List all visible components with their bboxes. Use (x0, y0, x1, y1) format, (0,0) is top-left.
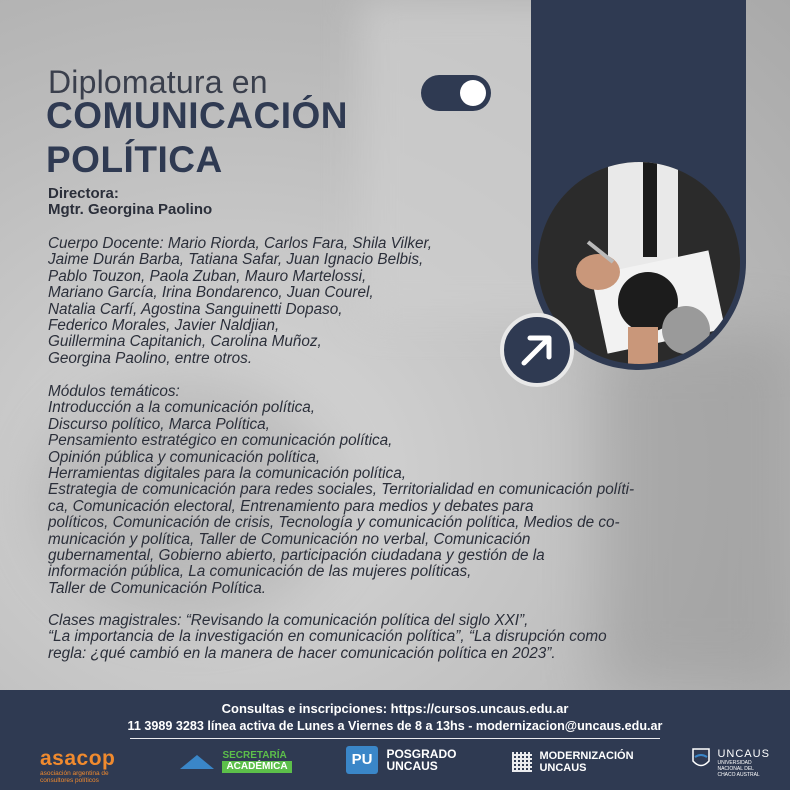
posgrado-uncaus-logo (346, 746, 456, 774)
arrow-button[interactable] (500, 313, 574, 387)
classes-line: “La importancia de la investigación en comunicación política”, “La disrupción como (48, 628, 607, 646)
faculty-line: Mariano García, Irina Bondarenco, Juan Courel, (48, 284, 374, 302)
faculty-line: Georgina Paolino, entre otros. (48, 349, 253, 367)
faculty-line: Guillermina Capitanich, Carolina Muñoz, (48, 333, 322, 351)
classes-line: Clases magistrales: “Revisando la comunicación política del siglo XXI”, (48, 612, 529, 629)
title-line-1: Diplomatura en (48, 64, 268, 100)
modules-line: gubernamental, Gobierno abierto, participación ciudadana y gestión de la (48, 547, 545, 565)
toggle-switch[interactable] (421, 75, 491, 111)
modernizacion-line-2: UNCAUS (539, 762, 587, 774)
modules-line: Pensamiento estratégico en comunicación política, (48, 432, 393, 450)
uncaus-logo (692, 748, 770, 778)
modules-line: Taller de Comunicación Política. (48, 579, 266, 597)
toggle-knob (460, 80, 486, 106)
title-main (46, 94, 348, 182)
contact-line-2[interactable]: 11 3989 3283 línea activa de Lunes a Viernes de 8 a 13hs - modernizacion@uncaus.edu.ar (127, 719, 663, 733)
uncaus-shield-icon (692, 748, 710, 770)
asacop-subtitle: asociación argentina de consultores políticos (40, 770, 109, 784)
faculty-line: Natalia Carfí, Agostina Sanguinetti Dopaso, (48, 300, 343, 318)
modules-line: Introducción a la comunicación política, (48, 399, 315, 417)
modernizacion-line-1: MODERNIZACIÓN (539, 750, 634, 762)
footer-divider (130, 738, 660, 739)
footer (0, 690, 790, 790)
posgrado-text (386, 748, 456, 772)
modules-line: información pública, La comunicación de las mujeres políticas, (48, 563, 472, 581)
grid-dots-icon (512, 752, 532, 772)
director-block (48, 186, 212, 219)
director-label: Directora: (48, 185, 119, 202)
secretaria-line-1: SECRETARÍA (222, 750, 287, 761)
modules-block (48, 384, 708, 597)
uncaus-text (717, 748, 769, 778)
modernizacion-text (539, 750, 633, 774)
secretaria-text (222, 750, 291, 773)
modules-line: municación y política, Taller de Comunicación no verbal, Comunicación (48, 530, 531, 548)
title-line-2: COMUNICACIÓN (46, 95, 348, 136)
posgrado-line-2: UNCAUS (386, 759, 438, 773)
posgrado-mark: PU (346, 746, 378, 774)
arrow-up-right-icon (504, 317, 570, 383)
classes-line: regla: ¿qué cambió en la manera de hacer comunicación política en 2023”. (48, 644, 556, 662)
graduation-cap-icon (180, 755, 214, 769)
modernizacion-uncaus-logo (512, 750, 634, 774)
faculty-line: Federico Morales, Javier Naldjian, (48, 317, 280, 335)
faculty-line: Cuerpo Docente: Mario Riorda, Carlos Fara, Shila Vilker, (48, 235, 433, 252)
posgrado-line-1: POSGRADO (386, 747, 457, 761)
modules-line: Discurso político, Marca Política, (48, 415, 270, 433)
contact-line-1[interactable]: Consultas e inscripciones: https://cursos.uncaus.edu.ar (221, 701, 569, 716)
title-line-3: POLÍTICA (46, 139, 223, 180)
modules-line: políticos, Comunicación de crisis, Tecnología y comunicación política, Medios de co- (48, 514, 620, 532)
secretaria-line-2: ACADÉMICA (222, 761, 291, 773)
faculty-block (48, 236, 488, 367)
asacop-name: asacop (40, 747, 116, 770)
classes-block (48, 613, 708, 662)
asacop-logo (40, 748, 130, 784)
modules-line: Herramientas digitales para la comunicación política, (48, 465, 406, 483)
faculty-line: Jaime Durán Barba, Tatiana Safar, Juan Ignacio Belbis, (48, 251, 424, 269)
modules-line: ca, Comunicación electoral, Entrenamiento para medios y debates para (48, 497, 534, 515)
modules-line: Opinión pública y comunicación política, (48, 448, 321, 466)
uncaus-line-1: UNCAUS (717, 748, 770, 760)
secretaria-academica-logo (180, 750, 292, 773)
modules-line: Módulos temáticos: (48, 383, 180, 400)
director-name: Mgtr. Georgina Paolino (48, 201, 213, 219)
uncaus-line-2: UNIVERSIDAD NACIONAL DEL CHACO AUSTRAL (717, 760, 760, 778)
modules-line: Estrategia de comunicación para redes sociales, Territorialidad en comunicación políti- (48, 481, 635, 499)
faculty-line: Pablo Touzon, Paola Zuban, Mauro Martelossi, (48, 267, 367, 285)
